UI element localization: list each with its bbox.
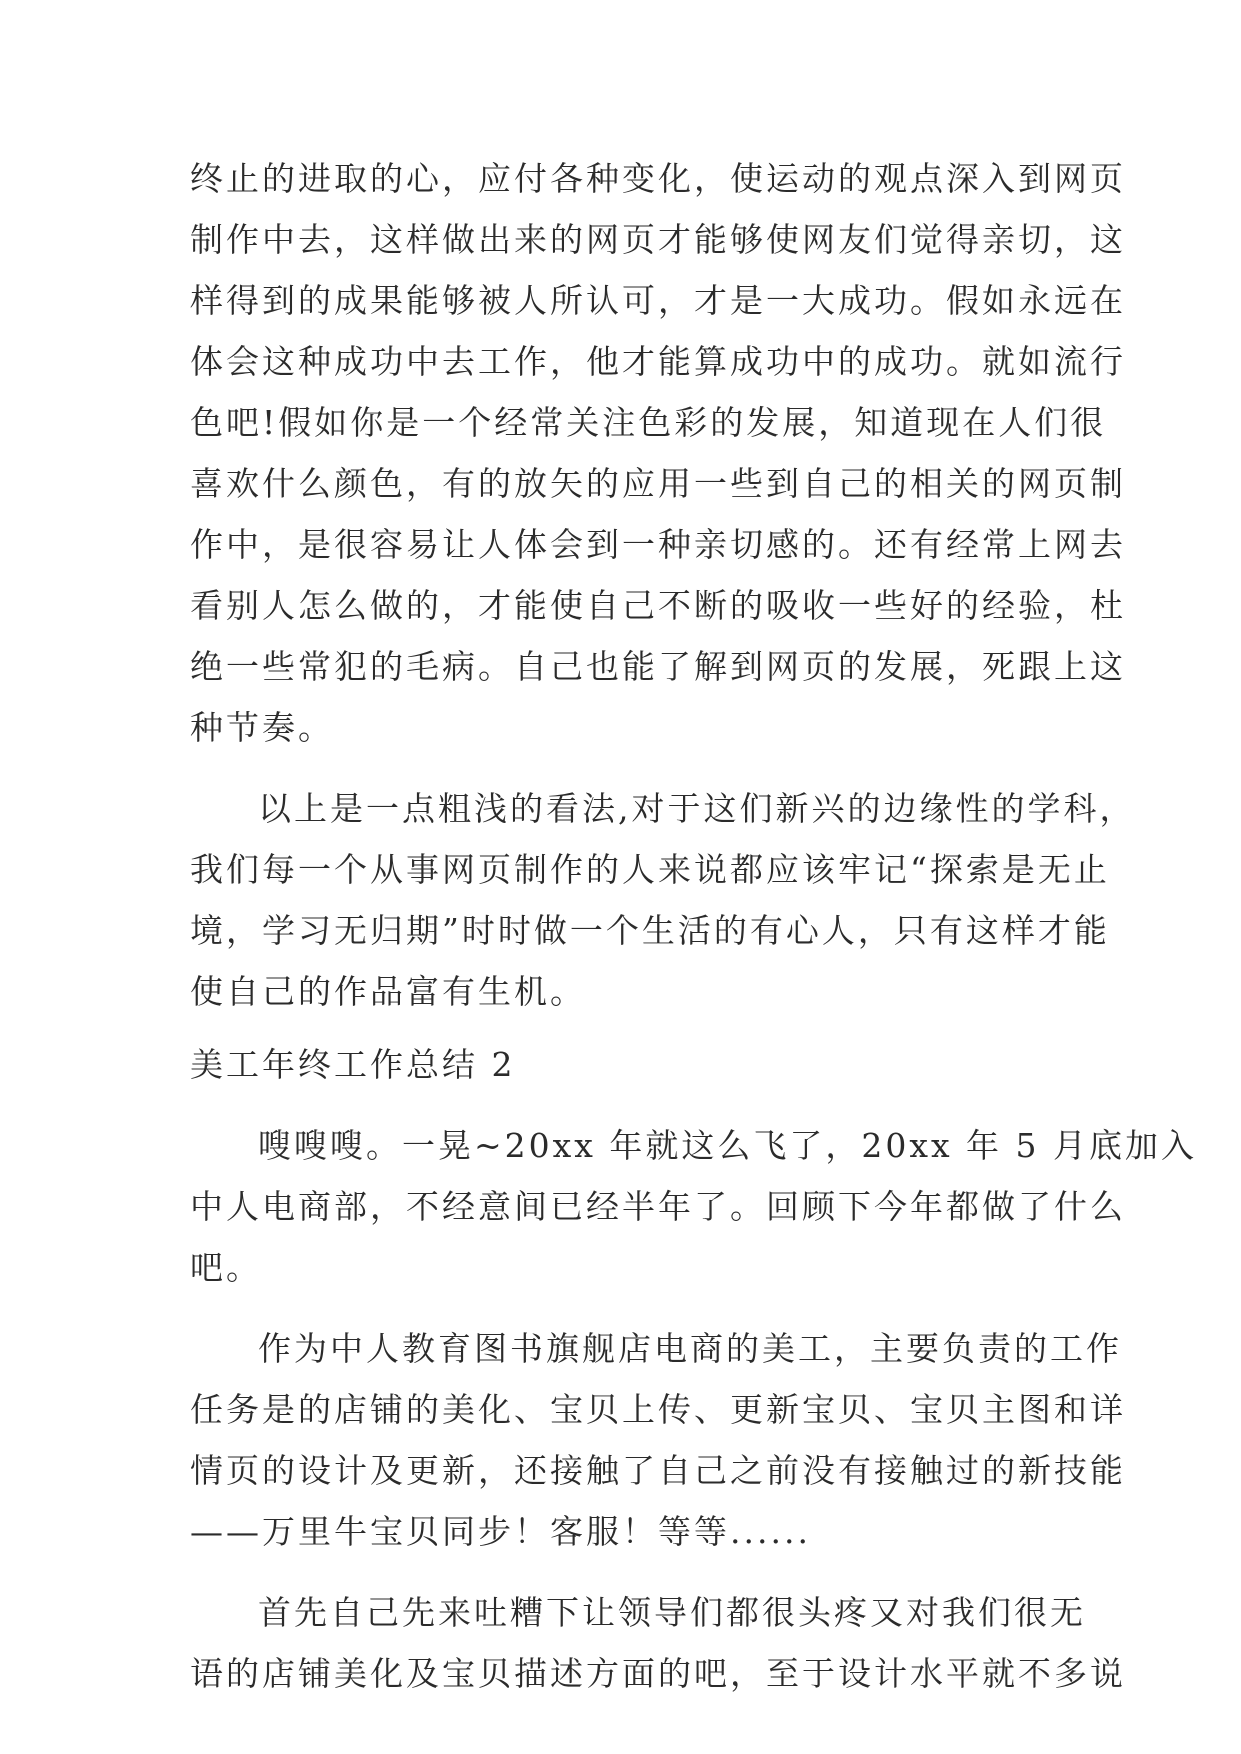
- text-line: 种节奏。: [190, 708, 334, 747]
- text-line: 使自己的作品富有生机。: [190, 972, 586, 1011]
- paragraph: [190, 1318, 1126, 1562]
- text-line: 作为中人教育图书旗舰店电商的美工，主要负责的工作: [258, 1329, 1122, 1368]
- paragraph-gap: [190, 1298, 1060, 1318]
- paragraph-gap: [190, 1095, 1060, 1115]
- text-line: 境，学习无归期”时时做一个生活的有心人，只有这样才能: [190, 911, 1110, 950]
- text-line: 中人电商部，不经意间已经半年了。回顾下今年都做了什么: [190, 1187, 1126, 1226]
- text-line: 体会这种成功中去工作，他才能算成功中的成功。就如流行: [190, 342, 1126, 381]
- text-line: 绝一些常犯的毛病。自己也能了解到网页的发展，死跟上这: [190, 647, 1126, 686]
- paragraph: [190, 148, 1126, 758]
- text-line: 制作中去，这样做出来的网页才能够使网友们觉得亲切，这: [190, 220, 1126, 259]
- paragraph-gap: [190, 1562, 1060, 1582]
- text-line: 色吧!假如你是一个经常关注色彩的发展，知道现在人们很: [190, 403, 1107, 442]
- text-line: 喜欢什么颜色，有的放矢的应用一些到自己的相关的网页制: [190, 464, 1126, 503]
- text-line: 看别人怎么做的，才能使自己不断的吸收一些好的经验，杜: [190, 586, 1126, 625]
- paragraph: [190, 778, 1136, 1022]
- section-title: 美工年终工作总结 2: [190, 1045, 516, 1084]
- paragraph-gap: [190, 758, 1060, 778]
- text-line: 情页的设计及更新，还接触了自己之前没有接触过的新技能: [190, 1451, 1126, 1490]
- text-line: 以上是一点粗浅的看法,对于这们新兴的边缘性的学科，: [258, 789, 1136, 828]
- paragraph: [190, 1115, 1198, 1298]
- text-line: 语的店铺美化及宝贝描述方面的吧，至于设计水平就不多说: [190, 1654, 1126, 1693]
- text-line: 终止的进取的心，应付各种变化，使运动的观点深入到网页: [190, 159, 1126, 198]
- text-line: 我们每一个从事网页制作的人来说都应该牢记“探索是无止: [190, 850, 1110, 889]
- text-line: 吧。: [190, 1248, 262, 1287]
- text-line: 作中，是很容易让人体会到一种亲切感的。还有经常上网去: [190, 525, 1126, 564]
- paragraph: [190, 1582, 1126, 1704]
- section-heading: [190, 1034, 1060, 1095]
- text-line: 嗖嗖嗖。一晃~20xx 年就这么飞了，20xx 年 5 月底加入: [258, 1126, 1198, 1165]
- text-line: 首先自己先来吐糟下让领导们都很头疼又对我们很无: [258, 1593, 1086, 1632]
- text-line: 任务是的店铺的美化、宝贝上传、更新宝贝、宝贝主图和详: [190, 1390, 1126, 1429]
- document-body: [190, 148, 1198, 1704]
- text-line: 样得到的成果能够被人所认可，才是一大成功。假如永远在: [190, 281, 1126, 320]
- text-line: ——万里牛宝贝同步！客服！等等......: [190, 1512, 811, 1551]
